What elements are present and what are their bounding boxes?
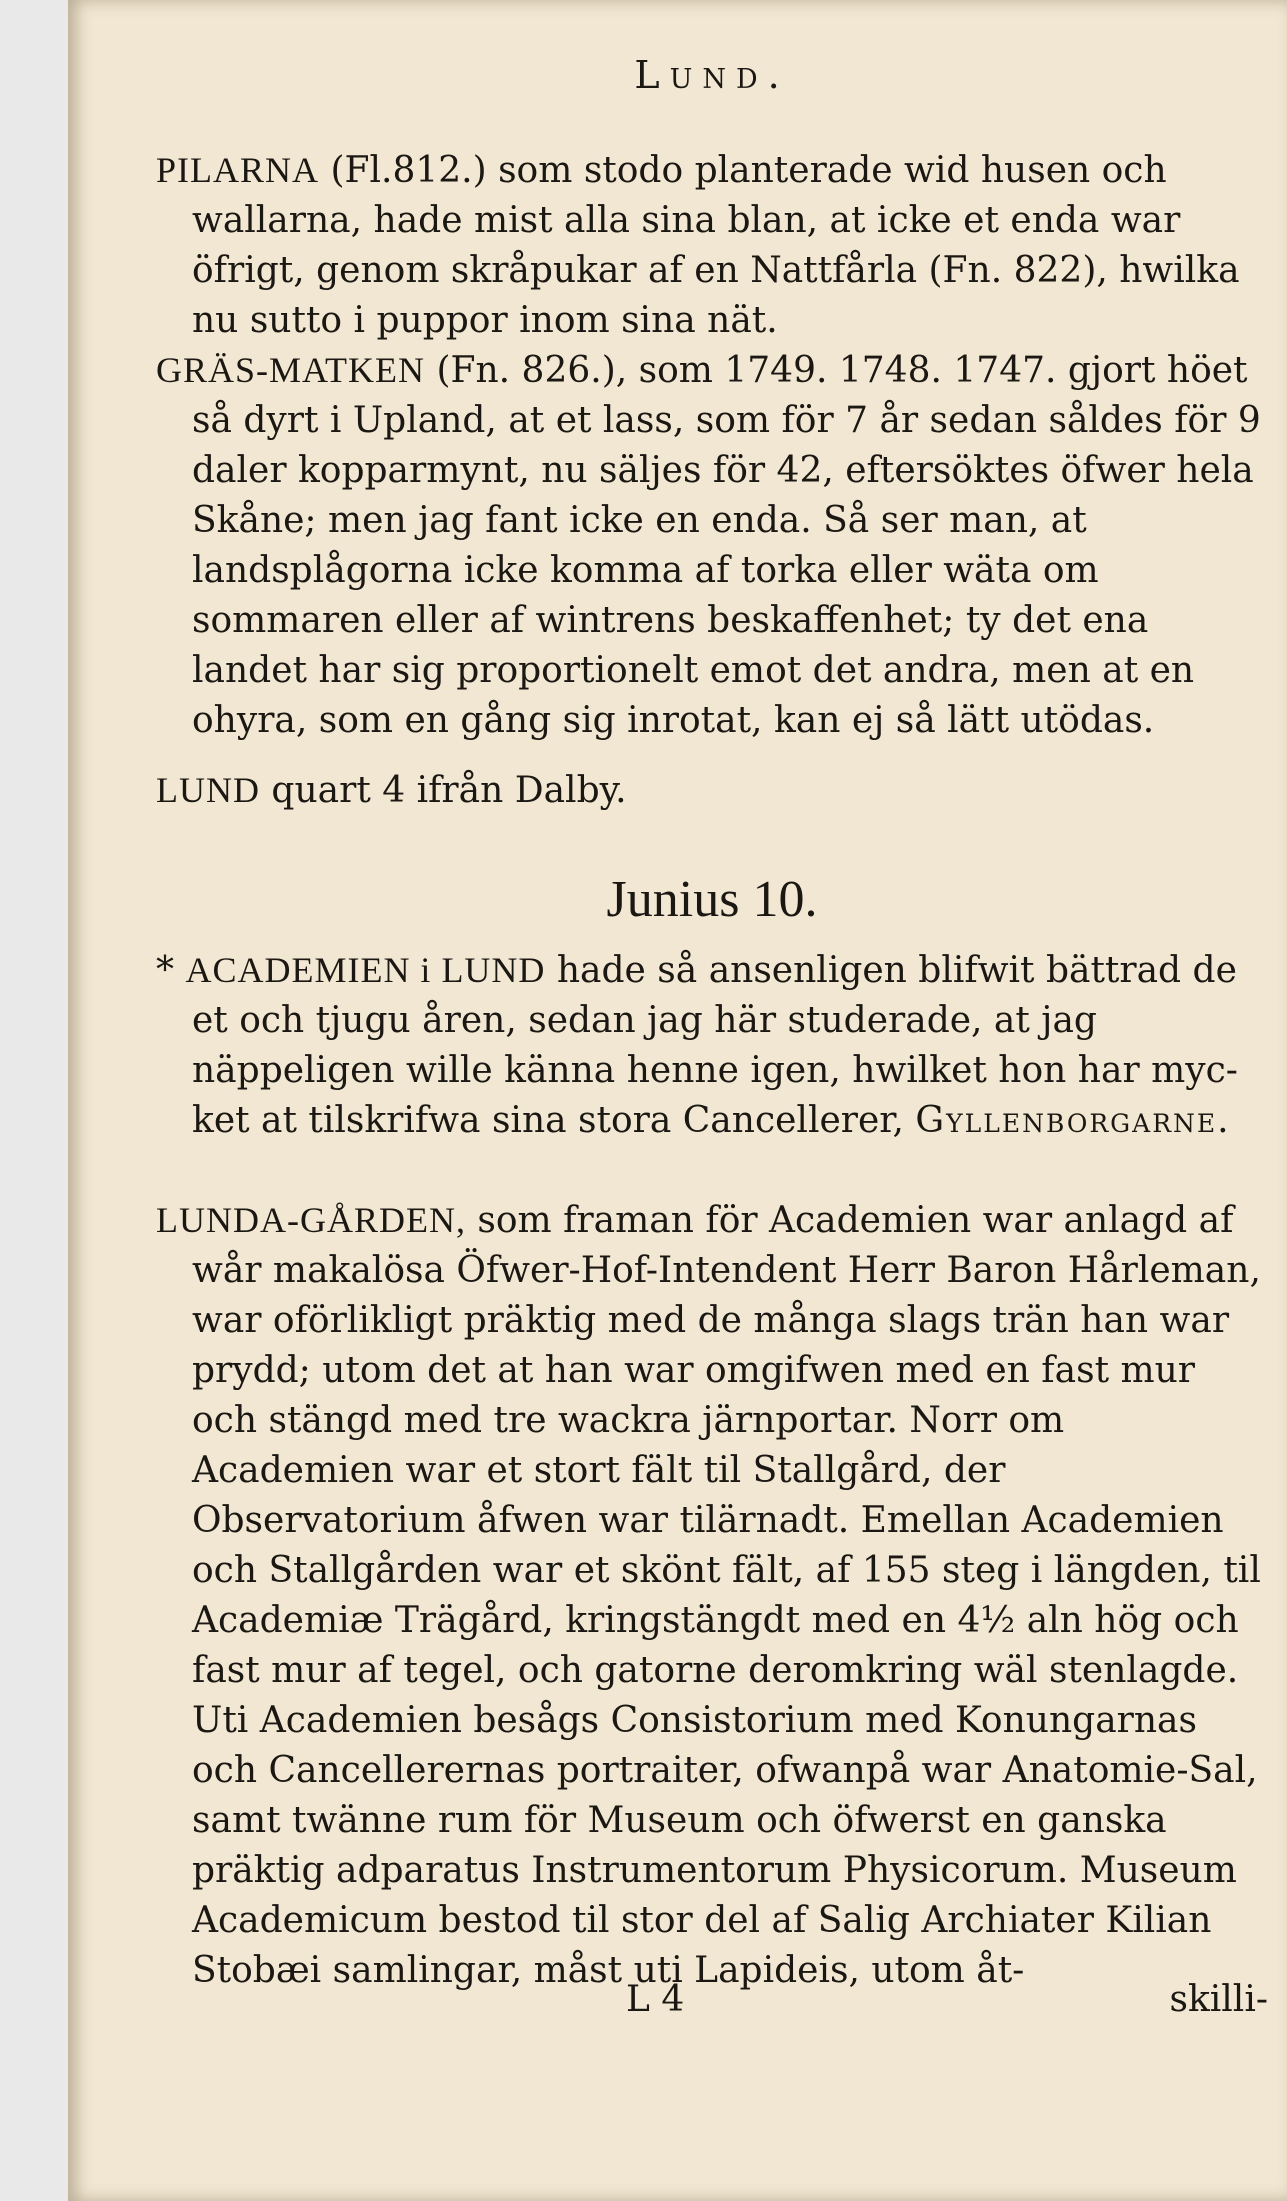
- entry-body: hade så ansenligen blifwit bättrad de et och tjugu åren, sedan jag här studerade, at jag näppeligen wille känna henne igen, hwilket hon har myc-ket at tilskrifwa sina stora Cancellerer,: [192, 950, 1238, 1141]
- entry-lemma: ACADEMIEN i LUND: [185, 950, 546, 990]
- running-head: Lund.: [634, 53, 790, 97]
- entry-lemma: LUNDA-GÅRDEN,: [156, 1200, 466, 1240]
- entry-body: (Fl.812.) som stodo planterade wid husen och wallarna, hade mist alla sina blan, at icke et enda war öfrigt, genom skråpukar af en Nattfårla (Fn. 822), hwilka nu sutto i puppor inom sina nät.: [192, 150, 1240, 341]
- entry-lemma: LUND: [156, 770, 260, 810]
- entry-lunda-garden: [156, 1195, 1268, 1996]
- entry-lemma: GRÄS-MATKEN: [156, 350, 426, 390]
- date-heading: Junius 10.: [606, 871, 818, 928]
- book-page: [68, 0, 1287, 2201]
- entry-lemma: PILARNA: [156, 150, 320, 190]
- entry-pilarna: [156, 145, 1268, 346]
- asterisk-marker: *: [156, 950, 174, 991]
- entry-academien: [156, 945, 1268, 1146]
- entry-lund-distance: [156, 765, 1268, 816]
- entry-body: quart 4 ifrån Dalby.: [259, 770, 627, 811]
- entry-gras-matken: [156, 345, 1268, 746]
- entry-body: (Fn. 826.), som 1749. 1748. 1747. gjort höet så dyrt i Upland, at et lass, som för 7 år sedan såldes för 9 daler kopparmynt, nu säljes för 42, eftersöktes öfwer hela Skåne; men jag fant icke en enda. Så ser man, at landsplågorna icke komma af torka eller wäta om sommaren eller af wintrens beskaffenhet; ty det ena landet har sig proportionelt emot det andra, men at en ohyra, som en gång sig inrotat, kan ej så lätt utödas.: [192, 350, 1261, 741]
- person-name: Gyllenborgarne.: [915, 1100, 1231, 1141]
- catchword: skilli-: [1169, 1979, 1268, 2020]
- entry-body: som framan för Academien war anlagd af wår makalösa Öfwer-Hof-Intendent Herr Baron Hårleman, war oförlikligt präktig med de många slags trän han war prydd; utom det at han war omgifwen med en fast mur och stängd med tre wackra järnportar. Norr om Academien war et stort fält til Stallgård, der Observatorium åfwen war tilärnadt. Emellan Academien och Stallgården war et skönt fält, af 155 steg i längden, til Academiæ Trägård, kringstängdt med en 4½ aln hög och fast mur af tegel, och gatorne deromkring wäl stenlagde. Uti Academien besågs Consistorium med Konungarnas och Cancellerernas portraiter, ofwanpå war Anatomie-Sal, samt twänne rum för Museum och öfwerst en ganska präktig adparatus Instrumentorum Physicorum. Museum Academicum bestod til stor del af Salig Archiater Kilian Stobæi samlingar, måst uti Lapideis, utom åt-: [192, 1200, 1261, 1991]
- signature-mark: L 4: [626, 1979, 685, 2020]
